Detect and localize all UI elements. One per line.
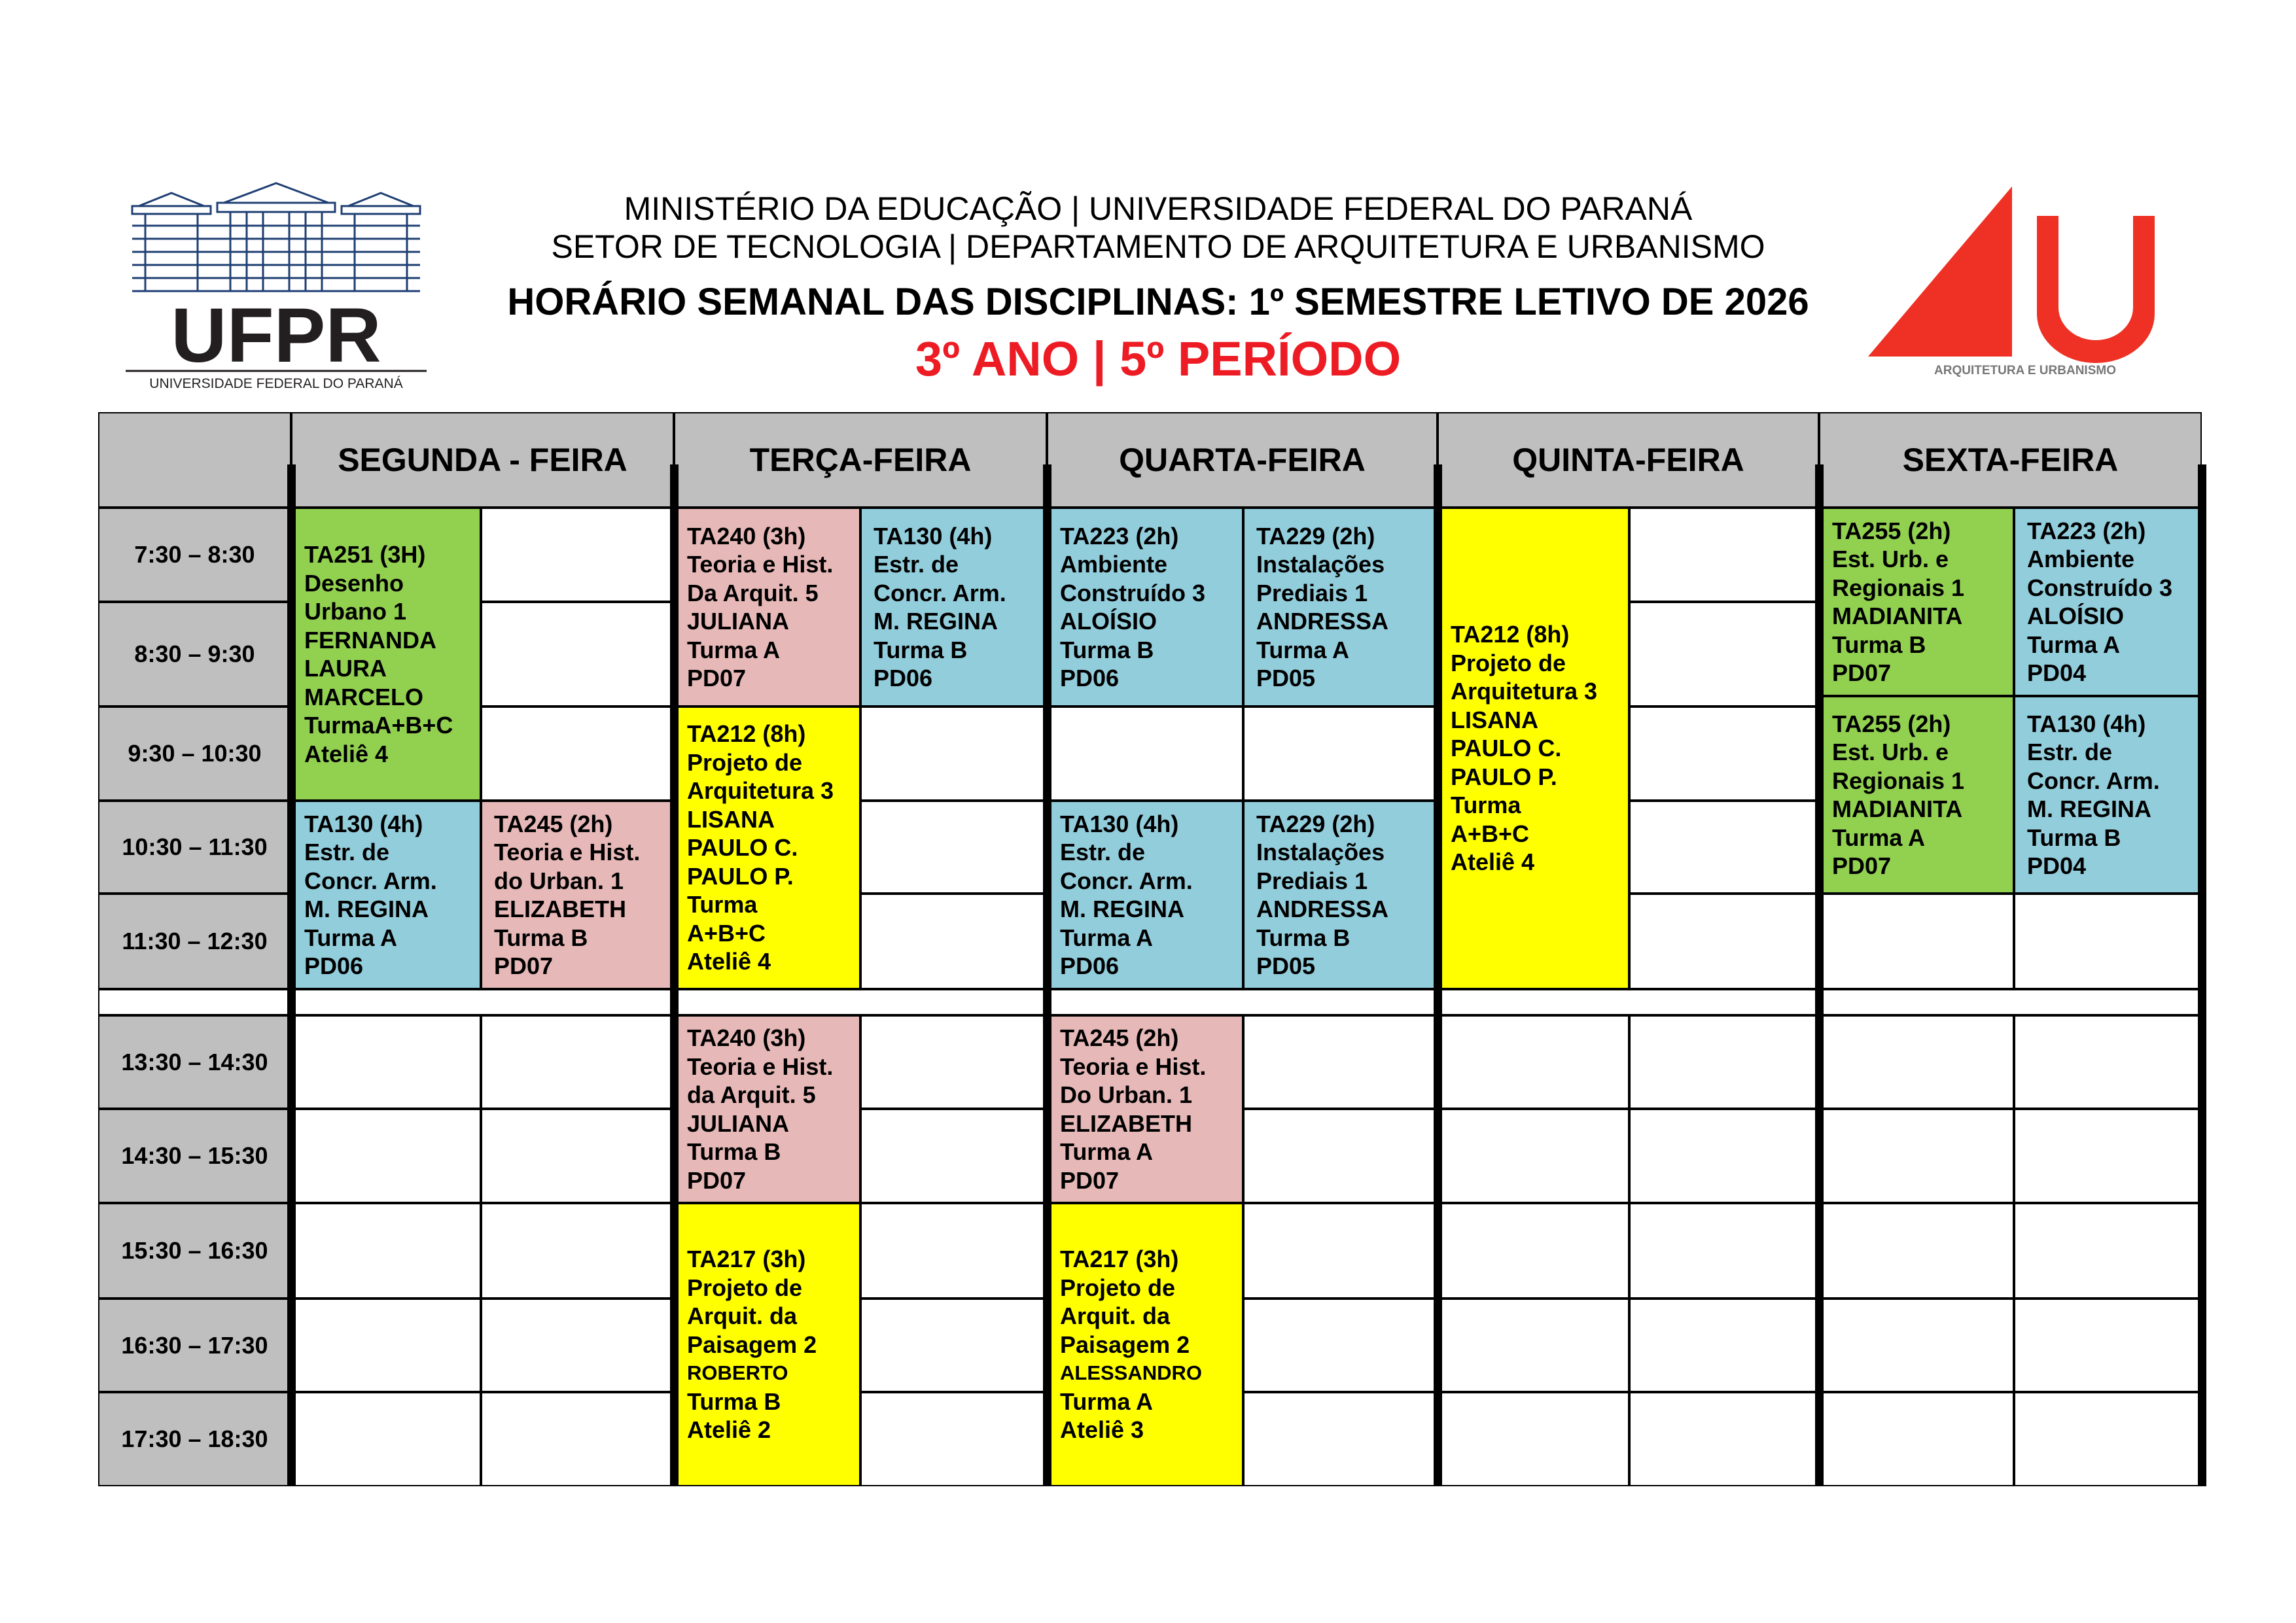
class-detail-line: Turma B (687, 1387, 781, 1415)
class-detail-line: Ambiente (2027, 546, 2135, 572)
class-detail-line: PAULO C. (1451, 735, 1562, 762)
lunch-gap-row (98, 989, 2202, 1015)
class-block-ter-ta212 (674, 707, 860, 989)
class-block-sex-ta130 (2014, 696, 2202, 894)
class-detail-line: PD05 (1256, 952, 1316, 979)
class-detail-line: ANDRESSA (1256, 608, 1389, 635)
empty-slot (481, 1203, 674, 1299)
time-label: 8:30 – 9:30 (98, 602, 291, 707)
class-detail-line: Turma (687, 891, 758, 918)
table-corner-cell (98, 412, 291, 508)
empty-slot (481, 1109, 674, 1203)
class-detail-line: Turma B (494, 924, 588, 951)
empty-slot (1819, 1109, 2014, 1203)
day-header: QUINTA-FEIRA (1438, 412, 1819, 508)
empty-slot (860, 1203, 1047, 1299)
class-detail-line: Turma B (2027, 824, 2121, 851)
class-detail-line: Paisagem 2 (687, 1331, 817, 1358)
course-code: TA251 (3H) (304, 541, 426, 568)
class-detail-line: Instalações (1256, 839, 1385, 865)
class-detail-line: Regionais 1 (1832, 574, 1965, 601)
class-detail-line: Urbano 1 (304, 598, 407, 625)
class-detail-line: LAURA (304, 655, 387, 682)
class-detail-line: ALOÍSIO (2027, 602, 2125, 629)
empty-slot (1438, 1109, 1629, 1203)
class-detail-line: do Urban. 1 (494, 867, 624, 894)
class-detail-line: ALESSANDRO (1060, 1361, 1203, 1385)
class-detail-line: M. REGINA (874, 608, 998, 635)
empty-slot (1243, 1392, 1438, 1486)
schedule-subtitle: 3º ANO | 5º PERÍODO (915, 332, 1402, 386)
course-code: TA212 (8h) (687, 720, 806, 748)
class-detail-line: M. REGINA (304, 896, 429, 922)
empty-slot (1819, 1392, 2014, 1486)
class-detail-line: Concr. Arm. (304, 867, 437, 894)
class-detail-line: PD07 (1060, 1166, 1120, 1194)
empty-slot (291, 1109, 481, 1203)
class-detail-line: A+B+C (1451, 820, 1530, 847)
class-detail-line: MADIANITA (1832, 602, 1963, 629)
day-separator-line (670, 464, 679, 1486)
class-detail-line: Ateliê 4 (304, 740, 389, 767)
class-detail-line: Teoria e Hist. (1060, 1053, 1207, 1080)
empty-slot (1629, 801, 1819, 894)
class-detail-line: JULIANA (687, 1109, 790, 1137)
class-block-ter-ta240b (674, 1015, 860, 1203)
class-detail-line: TurmaA+B+C (304, 712, 453, 739)
course-code: TA245 (2h) (494, 810, 613, 837)
day-header: QUARTA-FEIRA (1047, 412, 1438, 508)
class-detail-line: Turma A (1060, 1387, 1154, 1415)
empty-slot (1629, 1203, 1819, 1299)
class-detail-line: Paisagem 2 (1060, 1331, 1190, 1358)
class-block-qua-ta229 (1243, 508, 1438, 707)
time-label: 7:30 – 8:30 (98, 508, 291, 602)
empty-slot (860, 1109, 1047, 1203)
day-separator-line (287, 464, 296, 1486)
class-detail-line: ELIZABETH (494, 896, 626, 922)
empty-slot (1629, 1015, 1819, 1109)
course-code: TA245 (2h) (1060, 1024, 1179, 1051)
class-detail-line: Turma A (2027, 631, 2121, 658)
class-detail-line: Turma A (1832, 824, 1926, 851)
class-detail-line: PD07 (494, 952, 554, 979)
class-block-qua-ta245 (1047, 1015, 1243, 1203)
empty-slot (291, 1392, 481, 1486)
empty-slot (2014, 1299, 2202, 1392)
class-detail-line: MARCELO (304, 683, 423, 710)
empty-slot (481, 1299, 674, 1392)
class-detail-line: Prediais 1 (1256, 579, 1368, 606)
empty-slot (1629, 602, 1819, 707)
empty-slot (2014, 1109, 2202, 1203)
class-detail-line: M. REGINA (1060, 896, 1185, 922)
class-detail-line: Arquit. da (1060, 1302, 1170, 1330)
class-detail-line: Do Urban. 1 (1060, 1081, 1193, 1108)
course-code: TA240 (3h) (687, 522, 806, 550)
day-separator-line (1043, 464, 1051, 1486)
class-detail-line: Ambiente (1060, 551, 1168, 578)
time-label: 9:30 – 10:30 (98, 707, 291, 801)
ufpr-logo-text: UFPR (171, 292, 381, 379)
class-detail-line: M. REGINA (2027, 795, 2152, 822)
class-block-ter-ta130 (860, 508, 1047, 707)
empty-slot (481, 602, 674, 707)
day-header: SEGUNDA - FEIRA (291, 412, 674, 508)
header-department-line: SETOR DE TECNOLOGIA | DEPARTAMENTO DE ARQUITETURA E URBANISMO (551, 228, 1765, 265)
class-block-qua-ta223 (1047, 508, 1243, 707)
day-separator-line (1815, 464, 1824, 1486)
empty-slot (1629, 1299, 1819, 1392)
empty-slot (2014, 894, 2202, 989)
class-block-seg-ta251 (291, 508, 481, 801)
day-separator-line (2198, 464, 2206, 1486)
empty-slot (860, 1299, 1047, 1392)
empty-slot (860, 894, 1047, 989)
schedule-title: HORÁRIO SEMANAL DAS DISCIPLINAS: 1º SEMESTRE LETIVO DE 2026 (507, 281, 1809, 323)
class-block-qua-ta130 (1047, 801, 1243, 989)
class-block-qua-ta229b (1243, 801, 1438, 989)
class-detail-line: Turma A (304, 924, 398, 951)
class-detail-line: PD06 (1060, 665, 1120, 691)
class-detail-line: Estr. de (2027, 739, 2113, 765)
class-detail-line: Ateliê 4 (687, 948, 771, 975)
class-detail-line: Teoria e Hist. (687, 551, 834, 578)
empty-slot (1629, 894, 1819, 989)
class-detail-line: Turma B (1060, 636, 1154, 663)
class-detail-line: Desenho (304, 569, 404, 597)
class-detail-line: Turma A (1060, 1138, 1154, 1165)
empty-slot (860, 801, 1047, 894)
class-detail-line: Construído 3 (2027, 574, 2172, 601)
empty-slot (860, 1392, 1047, 1486)
class-detail-line: PD04 (2027, 852, 2087, 879)
class-block-sex-ta223 (2014, 508, 2202, 696)
class-detail-line: PAULO P. (687, 862, 794, 890)
day-header: TERÇA-FEIRA (674, 412, 1047, 508)
empty-slot (1629, 1392, 1819, 1486)
class-detail-line: Turma B (874, 636, 968, 663)
empty-slot (1819, 1203, 2014, 1299)
class-detail-line: MADIANITA (1832, 795, 1963, 822)
class-detail-line: Turma B (687, 1138, 781, 1165)
class-detail-line: PAULO C. (687, 834, 798, 862)
empty-slot (1243, 707, 1438, 801)
class-detail-line: Projeto de (1451, 649, 1566, 676)
class-detail-line: JULIANA (687, 608, 790, 635)
course-code: TA255 (2h) (1832, 710, 1951, 737)
class-detail-line: Da Arquit. 5 (687, 579, 819, 606)
class-detail-line: Projeto de (1060, 1274, 1176, 1301)
empty-slot (1243, 1299, 1438, 1392)
empty-slot (1047, 707, 1243, 801)
class-detail-line: ANDRESSA (1256, 896, 1389, 922)
class-detail-line: Estr. de (1060, 839, 1146, 865)
empty-slot (1629, 707, 1819, 801)
empty-slot (1438, 1203, 1629, 1299)
empty-slot (2014, 1392, 2202, 1486)
class-detail-line: Turma B (1256, 924, 1351, 951)
class-block-qui-ta212 (1438, 508, 1629, 989)
course-code: TA223 (2h) (2027, 517, 2146, 544)
time-label: 13:30 – 14:30 (98, 1015, 291, 1109)
class-detail-line: Construído 3 (1060, 579, 1205, 606)
class-detail-line: Turma A (1060, 924, 1154, 951)
class-detail-line: Projeto de (687, 748, 803, 776)
class-block-seg-ta245 (481, 801, 674, 989)
empty-slot (2014, 1203, 2202, 1299)
empty-slot (1629, 1109, 1819, 1203)
class-detail-line: PD05 (1256, 665, 1316, 691)
class-block-qua-ta217 (1047, 1203, 1243, 1486)
class-block-sex-ta255b (1819, 696, 2014, 894)
course-code: TA255 (2h) (1832, 517, 1951, 544)
class-detail-line: Teoria e Hist. (494, 839, 641, 865)
time-label: 10:30 – 11:30 (98, 801, 291, 894)
class-detail-line: Ateliê 2 (687, 1416, 771, 1444)
au-logo-caption: ARQUITETURA E URBANISMO (1934, 364, 2116, 377)
class-detail-line: LISANA (1451, 706, 1538, 733)
class-detail-line: Projeto de (687, 1274, 803, 1301)
class-detail-line: Concr. Arm. (874, 579, 1006, 606)
course-code: TA240 (3h) (687, 1024, 806, 1051)
empty-slot (1243, 1015, 1438, 1109)
empty-slot (481, 1015, 674, 1109)
class-detail-line: Arquit. da (687, 1302, 797, 1330)
class-detail-line: Concr. Arm. (2027, 767, 2160, 794)
day-header: SEXTA-FEIRA (1819, 412, 2202, 508)
class-detail-line: Estr. de (874, 551, 959, 578)
class-detail-line: Turma A (1256, 636, 1350, 663)
class-detail-line: FERNANDA (304, 626, 436, 654)
course-code: TA229 (2h) (1256, 810, 1375, 837)
course-code: TA212 (8h) (1451, 621, 1570, 648)
class-detail-line: Ateliê 3 (1060, 1416, 1144, 1444)
class-detail-line: PD06 (874, 665, 933, 691)
empty-slot (1243, 1109, 1438, 1203)
day-separator-line (1434, 464, 1442, 1486)
time-label: 15:30 – 16:30 (98, 1203, 291, 1299)
class-detail-line: Concr. Arm. (1060, 867, 1193, 894)
ufpr-logo-caption: UNIVERSIDADE FEDERAL DO PARANÁ (149, 376, 403, 391)
time-label: 14:30 – 15:30 (98, 1109, 291, 1203)
empty-slot (291, 1203, 481, 1299)
course-code: TA130 (4h) (874, 522, 993, 550)
class-detail-line: Ateliê 4 (1451, 848, 1535, 876)
empty-slot (481, 1392, 674, 1486)
class-detail-line: da Arquit. 5 (687, 1081, 816, 1108)
class-block-seg-ta130 (291, 801, 481, 989)
class-detail-line: PD06 (304, 952, 364, 979)
course-code: TA130 (4h) (304, 810, 423, 837)
empty-slot (860, 1015, 1047, 1109)
class-detail-line: Turma (1451, 792, 1521, 819)
class-detail-line: Est. Urb. e (1832, 739, 1949, 765)
class-detail-line: Turma B (1832, 631, 1926, 658)
class-detail-line: PD07 (687, 1166, 747, 1194)
empty-slot (1629, 508, 1819, 602)
class-detail-line: Arquitetura 3 (1451, 678, 1598, 705)
course-code: TA130 (4h) (1060, 810, 1179, 837)
class-detail-line: Arquitetura 3 (687, 777, 834, 805)
class-block-ter-ta240 (674, 508, 860, 707)
class-detail-line: PD04 (2027, 659, 2087, 686)
course-code: TA223 (2h) (1060, 522, 1179, 550)
course-code: TA217 (3h) (1060, 1246, 1179, 1273)
class-detail-line: Regionais 1 (1832, 767, 1965, 794)
course-code: TA130 (4h) (2027, 710, 2146, 737)
empty-slot (481, 508, 674, 602)
course-code: TA229 (2h) (1256, 522, 1375, 550)
class-detail-line: PD07 (1832, 852, 1892, 879)
empty-slot (1438, 1299, 1629, 1392)
class-block-ter-ta217 (674, 1203, 860, 1486)
empty-slot (1819, 894, 2014, 989)
class-detail-line: PD06 (1060, 952, 1120, 979)
class-block-sex-ta255a (1819, 508, 2014, 696)
class-detail-line: A+B+C (687, 919, 766, 947)
class-detail-line: Instalações (1256, 551, 1385, 578)
empty-slot (291, 1299, 481, 1392)
empty-slot (291, 1015, 481, 1109)
class-detail-line: Turma A (687, 636, 781, 663)
empty-slot (2014, 1015, 2202, 1109)
empty-slot (1243, 1203, 1438, 1299)
class-detail-line: Teoria e Hist. (687, 1053, 834, 1080)
header-ministry-line: MINISTÉRIO DA EDUCAÇÃO | UNIVERSIDADE FEDERAL DO PARANÁ (624, 190, 1693, 227)
time-label: 16:30 – 17:30 (98, 1299, 291, 1392)
empty-slot (1438, 1015, 1629, 1109)
class-detail-line: Est. Urb. e (1832, 546, 1949, 572)
empty-slot (1438, 1392, 1629, 1486)
class-detail-line: ELIZABETH (1060, 1109, 1192, 1137)
empty-slot (1819, 1015, 2014, 1109)
time-label: 17:30 – 18:30 (98, 1392, 291, 1486)
class-detail-line: ROBERTO (687, 1361, 788, 1385)
time-label: 11:30 – 12:30 (98, 894, 291, 989)
class-detail-line: PD07 (1832, 659, 1892, 686)
empty-slot (860, 707, 1047, 801)
class-detail-line: LISANA (687, 805, 775, 833)
class-detail-line: PD07 (687, 665, 747, 691)
class-detail-line: ALOÍSIO (1060, 608, 1157, 635)
empty-slot (481, 707, 674, 801)
class-detail-line: Estr. de (304, 839, 390, 865)
class-detail-line: Prediais 1 (1256, 867, 1368, 894)
empty-slot (1819, 1299, 2014, 1392)
course-code: TA217 (3h) (687, 1246, 806, 1273)
class-detail-line: PAULO P. (1451, 763, 1557, 790)
